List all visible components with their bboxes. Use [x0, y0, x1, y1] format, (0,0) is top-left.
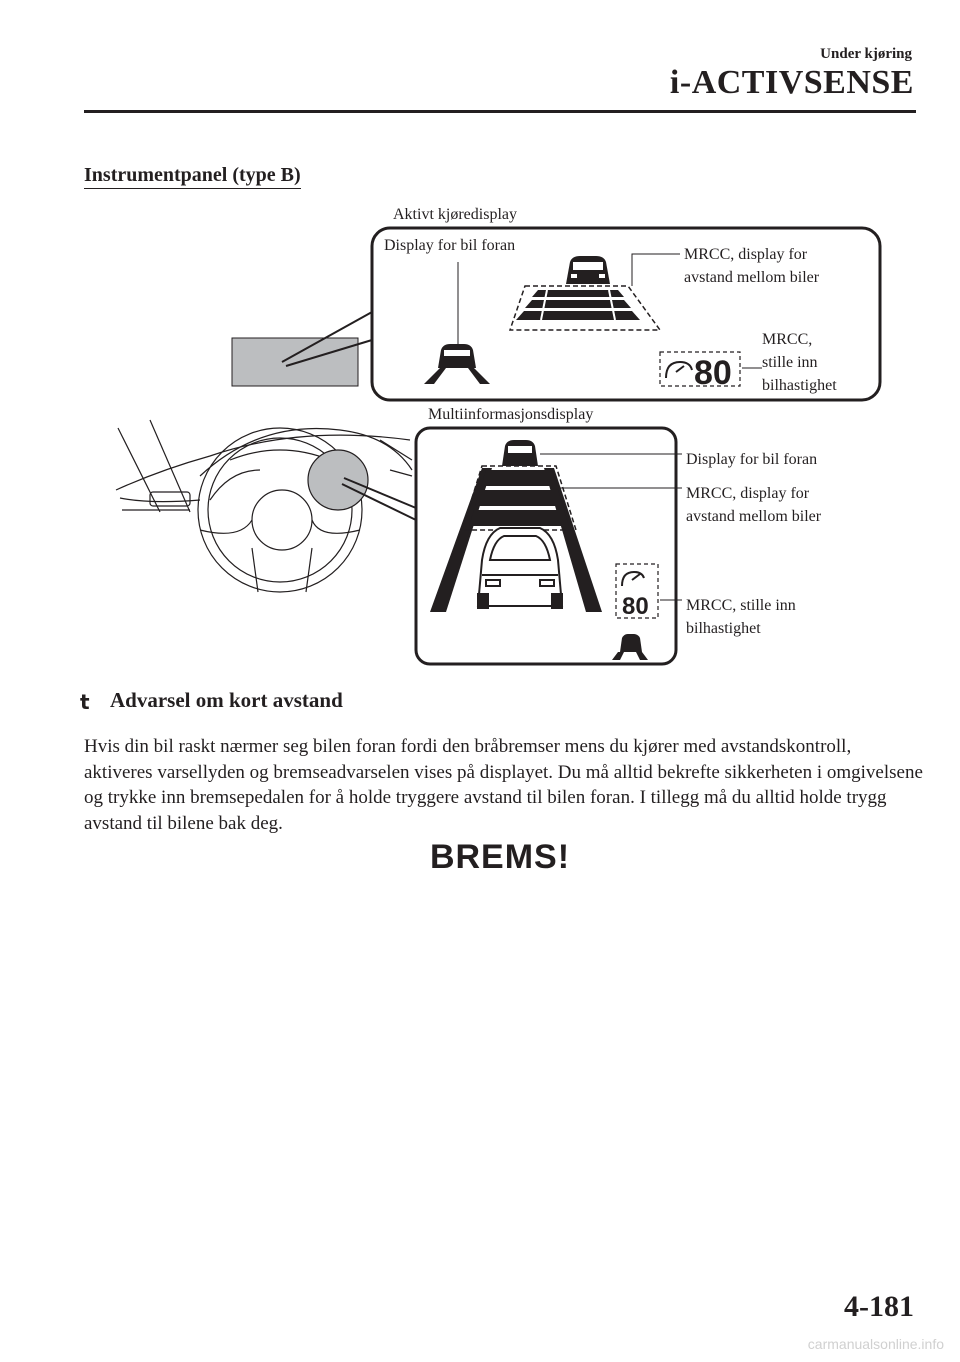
active-callout-speed: [762, 328, 837, 397]
section-label: Under kjøring: [820, 46, 912, 62]
multi-callout-speed-line1: MRCC, stille inn: [686, 597, 796, 614]
warning-body: Hvis din bil raskt nærmer seg bilen foran fordi den bråbremser mens du kjører med avstandskontroll, aktiveres varsellyden og bremseadvarselen vises på displayet. Du må alltid bekrefte sikkerheten i omgivelsene og trykke inn bremsepedalen for å holde tryggere avstand til bilen foran. I tillegg må du alltid holde trygg avstand til bilene bak deg.: [84, 736, 923, 834]
hud-projection-area: [232, 338, 358, 386]
page-number: 4-181: [844, 1290, 914, 1323]
dashboard-sketch: [116, 420, 412, 592]
active-display-title: Aktivt kjøredisplay: [393, 206, 517, 223]
subsection-title: Instrumentpanel (type B): [84, 164, 301, 189]
active-callout-distance-line1: MRCC, display for: [684, 246, 808, 263]
multi-callout-distance: [686, 482, 821, 528]
chapter-title: i-ACTIVSENSE: [669, 64, 914, 101]
multi-distance-bars-icon: [462, 466, 576, 530]
multi-callout-distance-line2: avstand mellom biler: [686, 508, 822, 525]
active-callout-distance-line2: avstand mellom biler: [684, 269, 820, 286]
multi-speed-value: 80: [622, 593, 649, 620]
active-callout-speed-line1: MRCC,: [762, 331, 813, 348]
active-callout-distance: [684, 243, 819, 289]
active-callout-speed-line3: bilhastighet: [762, 377, 837, 394]
active-callout-car-ahead: Display for bil foran: [384, 234, 515, 257]
active-car-ahead-icon: [566, 256, 610, 284]
multi-callout-speed: [686, 594, 796, 640]
multi-callout-car-ahead: Display for bil foran: [686, 451, 818, 468]
multi-callout-distance-line1: MRCC, display for: [686, 485, 810, 502]
warning-title: Advarsel om kort avstand: [110, 688, 343, 712]
bullet-icon: t: [80, 690, 90, 714]
active-speed-value: 80: [694, 354, 732, 392]
multi-display-title: Multiinformasjonsdisplay: [428, 406, 594, 423]
active-callout-speed-line2: stille inn: [762, 354, 818, 371]
multi-callout-speed-line2: bilhastighet: [686, 620, 761, 637]
watermark: carmanualsonline.info: [807, 1336, 944, 1352]
multi-info-highlight: [308, 450, 368, 510]
multi-car-ahead-icon: [502, 440, 538, 466]
brake-warning-display: BREMS!: [429, 838, 571, 876]
multi-own-car-icon: [478, 528, 562, 608]
